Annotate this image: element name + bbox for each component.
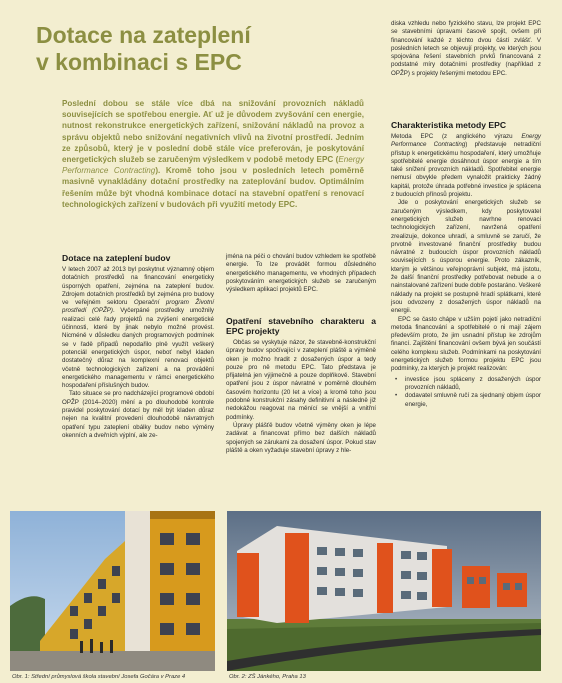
lead-text-after: ). Kromě toho jsou v posledních letech poměrně masivně vynakládány dotační prostředky na zateplování budov. Optimálním řešením může být vhodná kombinace dotací na stavební opatření s renovací technologických zařízení v budovách při využití metody EPC. xyxy=(62,166,364,209)
list-item: • investice jsou spláceny z dosažených úspor provozních nákladů, xyxy=(401,376,541,393)
lead-paragraph xyxy=(62,98,364,210)
paragraph: diska vzhledu nebo fyzického stavu, lze projekt EPC se stavebními úpravami časově spojit, ovšem při financování každé z těchto dvou částí zvlášť. V posledních letech se objevují projekty, ve kterých jsou spojována řešení stavebních prvků financovaná z podstatné míry dotačními prostředky (například z OPŽP) s projekty řešenými metodou EPC. xyxy=(391,20,541,77)
paragraph: Jde o poskytování energetických služeb se zaručeným výsledkem, kdy poskytovatel energetických služeb navrhne renovaci technologických zařízení, navržená opatření zrealizuje, dokonce uhradí, a smluvně se zaručí, že prvotně investované finanční prostředky budou návratné z budoucích úspor provozních nákladů souvisejících s úsporou energie. Proto zákazník, kterým je většinou veřejnoprávní subjekt, má jistotu, že další finanční prostředky potřebovat nebude a o nainstalované zařízení bude dobře postaráno. Veškeré náklady na projekt se postupně hradí splátkami, které jsou odvozeny z dosažených úspor nákladů na energii. xyxy=(391,199,541,315)
paragraph: Úpravy plášťě budov včetně výměny oken je lépe zadávat a financovat přímo bez dalších nákladů spojených se zárukami za dosažení úspor. Pokud stav pláště a oken vyžaduje stavební úpravy z hle- xyxy=(226,421,376,454)
paragraph xyxy=(62,266,214,390)
paragraph: EPC se často chápe v užším pojetí jako netradiční metoda financování a spotřebitelé o ni mají zájem především proto, že jim usnadní přístup ke zdrojům financí. Zajištění financování ovšem bývá jen součástí celého komplexu služeb. Podmínkami na poskytování energetických služeb formou projektu EPC jsou podmínky, za kterých je projekt realizován: xyxy=(391,315,541,373)
column-2-section xyxy=(226,316,376,455)
title-line-1: Dotace na zateplení xyxy=(36,22,251,48)
column-3-section xyxy=(391,120,541,409)
photo-orange-school xyxy=(227,511,541,671)
column-2 xyxy=(226,253,376,294)
conditions-list xyxy=(391,376,541,409)
section-heading-dotace: Dotace na zateplení budov xyxy=(62,253,171,263)
column-1 xyxy=(62,253,214,440)
paragraph: Tato situace se pro nadcházející programové období OPŽP (2014–2020) mění a po dlouhodobé kontrole pravidel poskytování dotací by měl být kladen důraz nejen na kvalitní provedení dlouhodobě návratných opatření typu zateplení obálky budov nebo výměny okenních a dveřních výplní, ale ze- xyxy=(62,390,214,439)
text-run: ) představuje netradiční přístup k energetickému hospodaření, který umožňuje spotřebitelé energie dosáhnout úspor energie a tím také snížení provozních nákladů. Spotřebitel energie nemusí obvykle předem vynaložit prakticky žádný kapitál, protože úhrada potřebné investice je splácena z budoucích přínosů projektu. xyxy=(391,141,541,199)
lead-text-before: Poslední dobou se stále více dbá na snižování provozních nákladů souvisejících se spotřebou energie. Ať už je důvodem zvyšování cen energie, nutnost rekonstrukce energetických zařízení, snižování nákladů na provoz a správu objektů nebo snižování negativních vlivů na životní prostředí. Jedním ze způsobů, který je v poslední době stále více preferován, je poskytování energetických služeb se zaručeným výsledkem v podobě metody EPC ( xyxy=(62,99,364,165)
paragraph: jména na péči o chování budov vzhledem ke spotřebě energie. To lze provádět formou důsledného energetického managementu, ve vhodných případech poskytováním energetických služeb se zaručeným výsledkem aplikací projektů EPC. xyxy=(226,253,376,294)
text-run: . Vyčerpáné prostředky umožnily realizaci celé řady projektů na zvýšení energetické účinnosti, které by jinak nebylo možné provést. Nicméně v důsledku daných programových podmínek se v řadě případů nepodařilo plně využít veškerý potenciál energetických úspor, neboť nebyl kladen dostatečný důraz na komplexní renovaci objektů včetně technologických zařízení a na provádění energetického managementu v rámci energetického hospodaření příslušných budov. xyxy=(62,307,215,390)
figure-caption-1: Obr. 1: Střední průmyslová škola stavební Josefa Gočára v Praze 4 xyxy=(12,674,186,680)
paragraph xyxy=(391,133,541,199)
title-line-2: v kombinaci s EPC xyxy=(36,49,242,75)
italic-run: Energy Performance Contracting xyxy=(391,133,541,149)
lead-italic: Energy Performance Contracting xyxy=(62,155,364,176)
text-run: V letech 2007 až 2013 byl poskytnut významný objem dotačních prostředků na financování energeticky úsporných opatření, zejména na zateplení budov. Zdrojem dotačních prostředků byl zejména pro budovy ve veřejném sektoru xyxy=(62,266,214,307)
photo-school-building xyxy=(10,511,215,671)
list-item: • dodavatel smluvně ručí za sjednaný objem úspor energie, xyxy=(401,392,541,409)
article-title xyxy=(36,22,366,76)
section-heading-opatreni: Opatření stavebního charakteru a EPC projekty xyxy=(226,316,376,336)
text-run: Metoda EPC (z anglického výrazu xyxy=(391,133,522,140)
paragraph: Občas se vyskytuje názor, že stavebně-konstrukční úpravy budov spočívající v zateplení pláště a výměně oken je možno hradit z dosažených úspor a tedy pouze pro ně metodu EPC. Tato představa je přijatelná jen výjimečně a pouze doplňkově. Stavební opatření jsou z úspor návratné v poměrně dlouhém časovém horizontu (20 let a více) a kromě toho jsou podobné konstrukční zásahy definitivní a následně již nedokážou reagovat na měnící se vnější a vnitřní podmínky. xyxy=(226,339,376,421)
section-heading-epc: Charakteristika metody EPC xyxy=(391,120,507,130)
column-3 xyxy=(391,20,541,78)
italic-run: Operační program Životní prostředí (OPŽP) xyxy=(62,299,214,315)
figure-caption-2: Obr. 2: ZŠ Jánkého, Praha 13 xyxy=(229,674,306,680)
